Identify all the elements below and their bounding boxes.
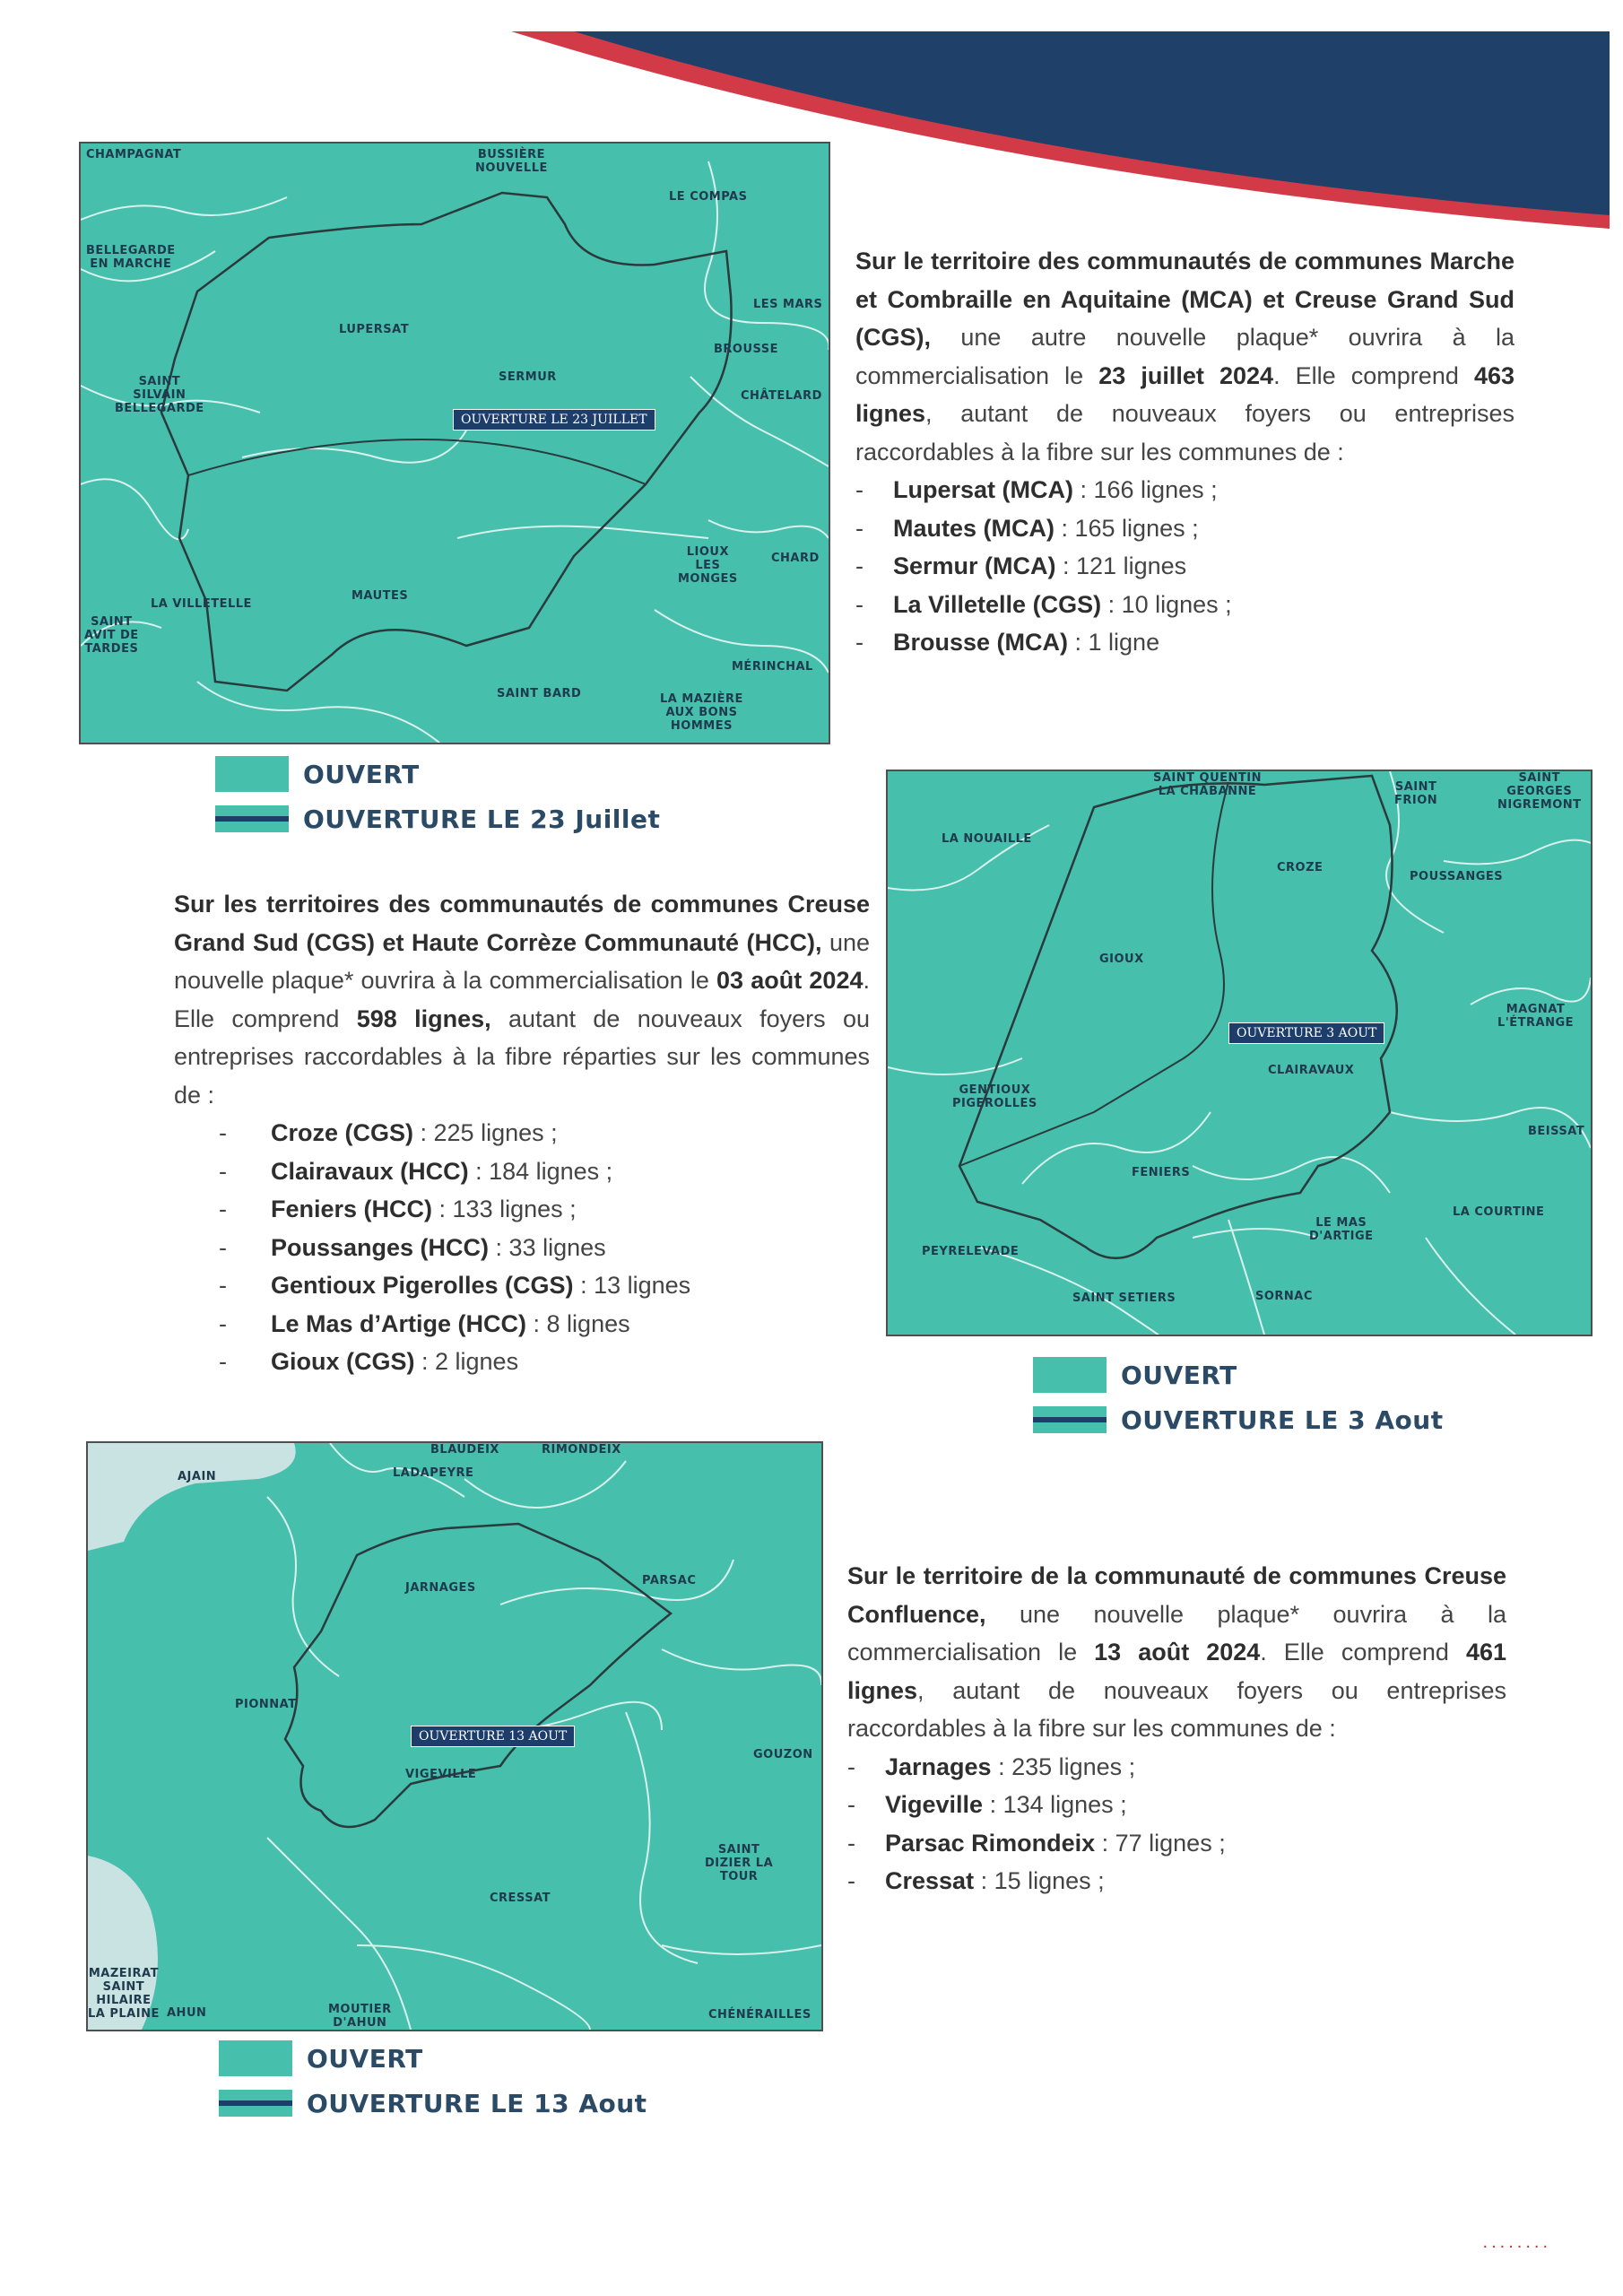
map-label: VIGEVILLE	[405, 1768, 477, 1781]
section1-text3: , autant de nouveaux foyers ou entreprises raccordables à la fibre sur les communes de :	[855, 400, 1515, 465]
section3-intro: une nouvelle plaque* ouvrira à la commercialisation le	[847, 1600, 1506, 1665]
map-label: CHÂTELARD	[741, 389, 822, 403]
legend-open-swatch	[1033, 1357, 1107, 1393]
map-label: SAINT QUENTIN LA CHABANNE	[1153, 771, 1262, 798]
opening-tag: OUVERTURE 3 AOUT	[1228, 1022, 1384, 1044]
list-item: - Mautes (MCA) : 165 lignes ;	[855, 509, 1515, 548]
map-label: BEISSAT	[1528, 1125, 1585, 1138]
list-item: - Clairavaux (HCC) : 184 lignes ;	[219, 1152, 870, 1191]
opening-tag: OUVERTURE 13 AOUT	[411, 1726, 575, 1747]
list-item: - Brousse (MCA) : 1 ligne	[855, 623, 1515, 662]
legend-opening-swatch	[215, 805, 289, 832]
section1-intro: une autre nouvelle plaque* ouvrira à la commercialisation le	[855, 324, 1515, 389]
map-section3	[86, 1441, 823, 2031]
map-label: SAINT DIZIER LA TOUR	[705, 1843, 774, 1883]
map-label: LES MARS	[753, 298, 823, 311]
section3-text	[847, 1557, 1506, 1900]
section3-text3: , autant de nouveaux foyers ou entreprises raccordables à la fibre sur les communes de :	[847, 1676, 1506, 1742]
legend-opening-swatch	[1033, 1406, 1107, 1433]
section3-intro-bold: Sur le territoire de la communauté de communes Creuse Confluence,	[847, 1562, 1506, 1628]
list-item: - La Villetelle (CGS) : 10 lignes ;	[855, 586, 1515, 624]
map-label: SORNAC	[1255, 1290, 1313, 1303]
map-label: AHUN	[167, 2006, 207, 2020]
section1-lines: 463 lignes	[855, 361, 1515, 427]
map-label: PARSAC	[642, 1574, 697, 1587]
section2-text2: . Elle comprend	[174, 967, 870, 1032]
footer-dots: ........	[1482, 2232, 1551, 2252]
section1-intro-bold: Sur le territoire des communautés de communes Marche et Combraille en Aquitaine (MCA) et Creuse Grand Sud (CGS),	[855, 248, 1515, 351]
map-label: SAINT FRION	[1394, 780, 1438, 807]
map-label: GENTIOUX PIGEROLLES	[952, 1083, 1037, 1110]
map-label: LIOUX LES MONGES	[678, 545, 738, 586]
map-label: FENIERS	[1132, 1166, 1191, 1179]
map-label: SAINT SETIERS	[1072, 1292, 1176, 1305]
legend-open-label: OUVERT	[303, 759, 420, 789]
section2-text	[174, 885, 870, 1381]
map-label: SAINT BARD	[497, 687, 582, 700]
section2-text3: autant de nouveaux foyers ou entreprises raccordables à la fibre réparties sur les communes de :	[174, 1004, 871, 1109]
list-item: - Parsac Rimondeix : 77 lignes ;	[847, 1824, 1506, 1863]
map-label: PEYRELEVADE	[922, 1245, 1020, 1258]
legend-opening-label: OUVERTURE LE 13 Aout	[307, 2088, 647, 2118]
map-label: SAINT SILVAIN BELLEGARDE	[115, 375, 204, 415]
map-section2	[886, 770, 1593, 1336]
map-label: AJAIN	[178, 1470, 217, 1483]
map-section1	[79, 142, 830, 744]
legend-section1	[215, 752, 660, 841]
map-label: CHÉNÉRAILLES	[708, 2008, 812, 2022]
list-item: - Lupersat (MCA) : 166 lignes ;	[855, 471, 1515, 509]
section2-date: 03 août 2024	[716, 967, 864, 994]
map-label: RIMONDEIX	[542, 1443, 621, 1457]
map-label: MAUTES	[352, 589, 409, 603]
section1-text2: . Elle comprend	[1273, 361, 1474, 389]
map-label: SAINT GEORGES NIGREMONT	[1497, 771, 1582, 812]
map-label: LUPERSAT	[339, 323, 410, 336]
map-label: LA MAZIÈRE AUX BONS HOMMES	[660, 692, 743, 733]
map-label: CHARD	[771, 552, 820, 565]
map-label: LA NOUAILLE	[942, 832, 1032, 846]
legend-open-label: OUVERT	[1121, 1360, 1237, 1390]
legend-opening-swatch	[219, 2090, 292, 2117]
legend-open-swatch	[219, 2040, 292, 2076]
map-label: MAZEIRAT SAINT HILAIRE LA PLAINE	[88, 1967, 160, 2021]
section2-intro: une nouvelle plaque* ouvrira à la commercialisation le	[174, 928, 870, 994]
map-label: LE MAS D'ARTIGE	[1309, 1216, 1374, 1243]
section2-intro-bold: Sur les territoires des communautés de communes Creuse Grand Sud (CGS) et Haute Corrèze Communauté (HCC),	[174, 891, 870, 956]
legend-section3	[219, 2036, 647, 2126]
list-item: - Sermur (MCA) : 121 lignes	[855, 547, 1515, 586]
legend-open-swatch	[215, 756, 289, 792]
map-label: LE COMPAS	[669, 190, 748, 204]
map-label: BUSSIÈRE NOUVELLE	[475, 148, 548, 175]
map-label: LADAPEYRE	[393, 1466, 474, 1480]
map-label: GIOUX	[1099, 952, 1144, 966]
section1-text	[855, 242, 1515, 662]
section3-text2: . Elle comprend	[1260, 1639, 1466, 1665]
list-item: - Poussanges (HCC) : 33 lignes	[219, 1229, 870, 1267]
map-label: CHAMPAGNAT	[86, 148, 182, 161]
map-label: CLAIRAVAUX	[1268, 1064, 1355, 1077]
legend-open-label: OUVERT	[307, 2043, 423, 2074]
map-label: PIONNAT	[235, 1698, 297, 1711]
section1-date: 23 juillet 2024	[1098, 361, 1274, 389]
section3-lines: 461 lignes	[847, 1639, 1507, 1704]
list-item: - Feniers (HCC) : 133 lignes ;	[219, 1190, 870, 1229]
section2-lines: 598 lignes,	[356, 1004, 491, 1032]
map-label: MÉRINCHAL	[732, 660, 813, 674]
list-item: - Vigeville : 134 lignes ;	[847, 1786, 1506, 1824]
list-item: - Croze (CGS) : 225 lignes ;	[219, 1114, 870, 1152]
map-label: MAGNAT L'ÉTRANGE	[1497, 1003, 1575, 1030]
map-label: POUSSANGES	[1410, 870, 1504, 883]
legend-section2	[1033, 1352, 1444, 1442]
map-label: BROUSSE	[714, 343, 779, 356]
map-label: CROZE	[1277, 861, 1324, 874]
opening-tag: OUVERTURE LE 23 JUILLET	[453, 409, 655, 430]
legend-opening-label: OUVERTURE LE 3 Aout	[1121, 1405, 1444, 1435]
map-label: MOUTIER D'AHUN	[328, 2003, 392, 2030]
list-item: - Jarnages : 235 lignes ;	[847, 1748, 1506, 1787]
map-label: LA COURTINE	[1453, 1205, 1545, 1219]
map-label: CRESSAT	[490, 1892, 551, 1905]
map-label: GOUZON	[753, 1748, 813, 1761]
section3-date: 13 août 2024	[1094, 1639, 1261, 1665]
map-label: JARNAGES	[405, 1581, 476, 1595]
list-item: - Le Mas d’Artige (HCC) : 8 lignes	[219, 1305, 870, 1344]
list-item: - Cressat : 15 lignes ;	[847, 1862, 1506, 1900]
map-label: SERMUR	[499, 370, 557, 384]
map-label: BLAUDEIX	[430, 1443, 499, 1457]
list-item: - Gentioux Pigerolles (CGS) : 13 lignes	[219, 1266, 870, 1305]
map-label: BELLEGARDE EN MARCHE	[86, 244, 176, 271]
map-label: SAINT AVIT DE TARDES	[84, 615, 139, 656]
legend-opening-label: OUVERTURE LE 23 Juillet	[303, 804, 661, 834]
map-label: LA VILLETELLE	[151, 597, 252, 611]
list-item: - Gioux (CGS) : 2 lignes	[219, 1343, 870, 1381]
